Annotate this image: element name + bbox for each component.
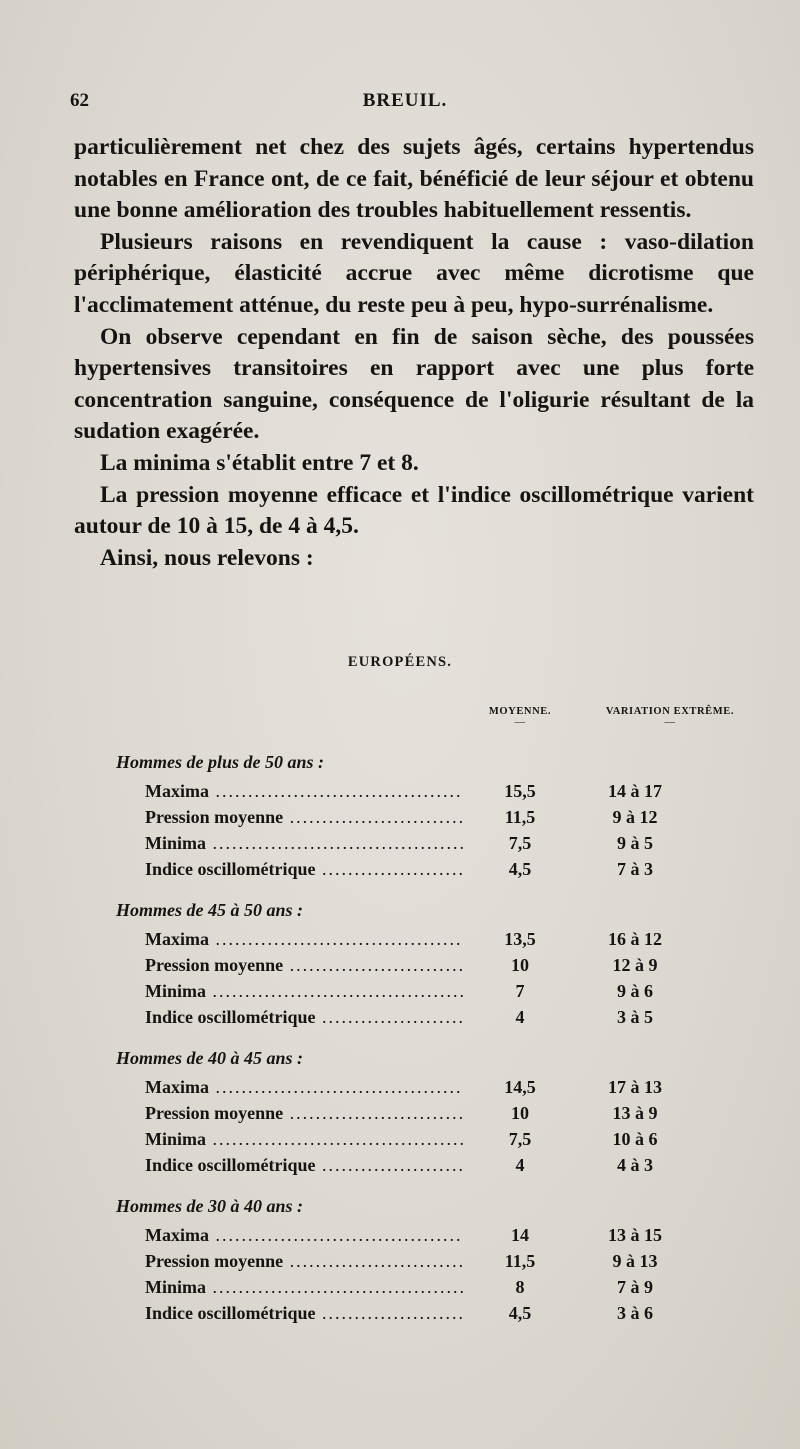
- row-average: 7: [515, 981, 525, 1001]
- row-range: 10 à 6: [612, 1129, 658, 1149]
- table-row: [0, 1155, 800, 1181]
- paragraph: La minima s'établit entre 7 et 8.: [100, 449, 419, 476]
- row-range: 9 à 12: [612, 807, 658, 827]
- row-average: 13,5: [504, 929, 536, 949]
- table-row: [0, 1225, 800, 1251]
- row-average: 11,5: [504, 1251, 536, 1271]
- table-row: [0, 1251, 800, 1277]
- row-label: Pression moyenne .....: [145, 807, 463, 828]
- table-row: [0, 859, 800, 885]
- column-header-variation: [590, 706, 750, 729]
- table-row: [0, 1277, 800, 1303]
- row-range: 3 à 5: [617, 1007, 653, 1027]
- row-label: Indice oscillométrique .....: [145, 1155, 463, 1176]
- table-row: [0, 807, 800, 833]
- row-label: Pression moyenne .....: [145, 1103, 463, 1124]
- table-row: [0, 1007, 800, 1033]
- row-range: 13 à 15: [608, 1225, 662, 1245]
- row-label: Minima .....: [145, 981, 463, 1002]
- paragraph: La pression moyenne efficace et l'indice oscillométrique varient autour de 10 à 15, de 4 à 4,5.: [74, 481, 754, 540]
- body-text: [74, 132, 754, 574]
- row-range: 12 à 9: [612, 955, 658, 975]
- row-label: Pression moyenne .....: [145, 955, 463, 976]
- row-label: Maxima .....: [145, 1077, 463, 1098]
- row-average: 7,5: [508, 1129, 532, 1149]
- row-range: 3 à 6: [617, 1303, 653, 1323]
- table-row: [0, 981, 800, 1007]
- paragraph: Plusieurs raisons en revendiquent la cause : vaso-dilation périphérique, élasticité accrue avec même dicrotisme que l'acclimatement atténue, du reste peu à peu, hypo-surrénalisme.: [74, 228, 754, 318]
- group-title: Hommes de 30 à 40 ans :: [116, 1196, 303, 1216]
- table-row: [0, 833, 800, 859]
- group-title: Hommes de plus de 50 ans :: [116, 752, 325, 772]
- row-range: 14 à 17: [608, 781, 662, 801]
- row-label: Minima .....: [145, 1129, 463, 1150]
- column-header-dash: —: [664, 717, 676, 728]
- column-header-variation-label: VARIATION EXTRÊME.: [605, 706, 735, 717]
- page-header: [70, 90, 740, 114]
- row-label: Maxima .....: [145, 781, 463, 802]
- row-range: 9 à 5: [617, 833, 653, 853]
- paragraph: On observe cependant en fin de saison sèche, des poussées hypertensives transitoires en rapport avec une plus forte concentration sanguine, conséquence de l'oligurie résultant de la sudation exagérée.: [74, 323, 754, 445]
- column-header-average: [480, 706, 560, 729]
- row-average: 11,5: [504, 807, 536, 827]
- table-row: [0, 781, 800, 807]
- row-range: 7 à 9: [617, 1277, 653, 1297]
- column-header-average-label: MOYENNE.: [488, 706, 552, 717]
- row-range: 13 à 9: [612, 1103, 658, 1123]
- row-range: 16 à 12: [608, 929, 662, 949]
- table-row: [0, 1077, 800, 1103]
- table-row: [0, 1303, 800, 1329]
- row-range: 17 à 13: [608, 1077, 662, 1097]
- row-label: Indice oscillométrique .....: [145, 1303, 463, 1324]
- column-header-dash: —: [514, 717, 526, 728]
- group-title: Hommes de 40 à 45 ans :: [116, 1048, 303, 1068]
- row-average: 10: [511, 1103, 529, 1123]
- row-average: 14: [511, 1225, 529, 1245]
- row-average: 4,5: [508, 859, 532, 879]
- row-label: Indice oscillométrique .....: [145, 859, 463, 880]
- table-row: [0, 929, 800, 955]
- row-range: 9 à 13: [612, 1251, 658, 1271]
- page-number: 62: [70, 90, 89, 111]
- table-row: [0, 955, 800, 981]
- row-range: 7 à 3: [617, 859, 653, 879]
- row-average: 7,5: [508, 833, 532, 853]
- row-average: 15,5: [504, 781, 536, 801]
- group-title: Hommes de 45 à 50 ans :: [116, 900, 303, 920]
- row-average: 4: [515, 1155, 525, 1175]
- row-average: 8: [515, 1277, 525, 1297]
- row-label: Maxima .....: [145, 1225, 463, 1246]
- row-label: Maxima .....: [145, 929, 463, 950]
- row-label: Pression moyenne .....: [145, 1251, 463, 1272]
- table-title: EUROPÉENS.: [347, 654, 453, 670]
- table-row: [0, 1129, 800, 1155]
- row-label: Minima .....: [145, 833, 463, 854]
- row-average: 4,5: [508, 1303, 532, 1323]
- table-row: [0, 1103, 800, 1129]
- row-label: Indice oscillométrique .....: [145, 1007, 463, 1028]
- paragraph: particulièrement net chez des sujets âgés, certains hypertendus notables en France ont, de ce fait, bénéficié de leur séjour et obtenu une bonne amélioration des troubles habituellement ressentis.: [74, 134, 754, 224]
- row-range: 4 à 3: [617, 1155, 653, 1175]
- row-average: 4: [515, 1007, 525, 1027]
- row-label: Minima .....: [145, 1277, 463, 1298]
- running-head: BREUIL.: [362, 90, 448, 111]
- paragraph: Ainsi, nous relevons :: [100, 544, 314, 571]
- row-range: 9 à 6: [617, 981, 653, 1001]
- row-average: 10: [511, 955, 529, 975]
- row-average: 14,5: [504, 1077, 536, 1097]
